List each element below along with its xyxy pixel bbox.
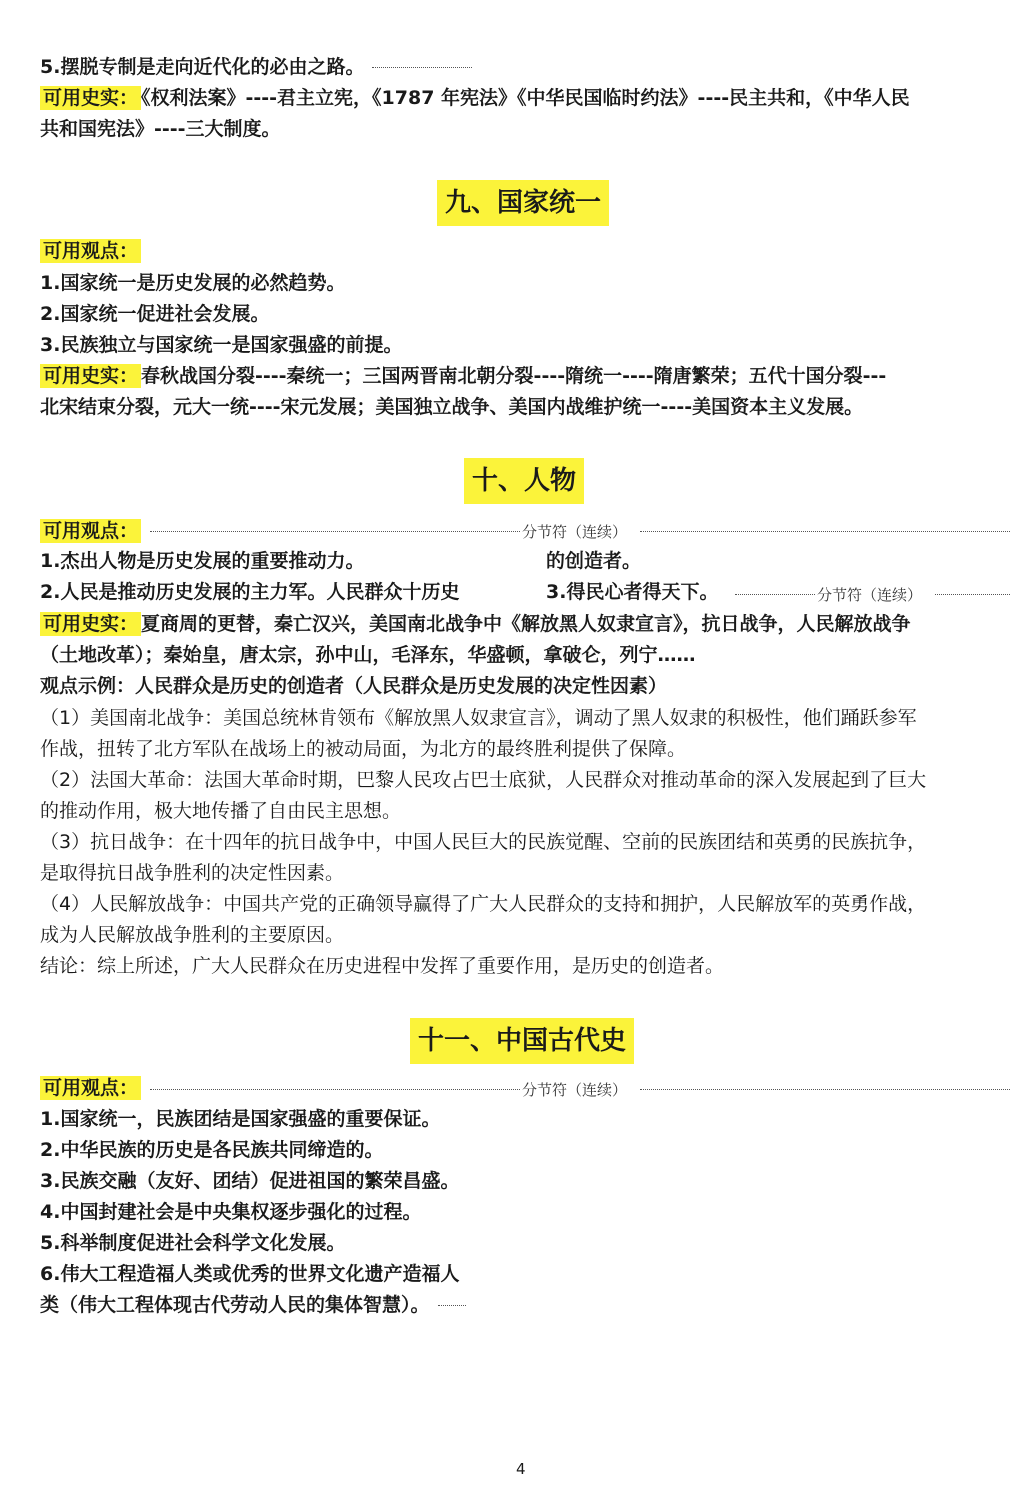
- views-label: 可用观点：: [40, 519, 141, 543]
- section-title-11: 十一、中国古代史: [410, 1018, 634, 1064]
- dotted-leader: [438, 1305, 466, 1306]
- s11-view-6-line-1: 6.伟大工程造福人类或优秀的世界文化遗产造福人: [40, 1263, 460, 1285]
- s10-example-heading: 观点示例：人民群众是历史的创造者（人民群众是历史发展的决定性因素）: [40, 675, 668, 697]
- page-number: 4: [516, 1460, 526, 1478]
- s9-view-2: 2.国家统一促进社会发展。: [40, 303, 270, 325]
- section-break-line: [150, 1089, 520, 1091]
- s10-view-1: 1.杰出人物是历史发展的重要推动力。: [40, 550, 365, 572]
- s10-example-2-line-2: 的推动作用，极大地传播了自由民主思想。: [40, 800, 402, 822]
- s9-views-label-row: [40, 238, 141, 264]
- s11-views-label-row: [40, 1075, 141, 1101]
- s10-facts-text-1: 夏商周的更替，秦亡汉兴，美国南北战争中《解放黑人奴隶宣言》，抗日战争，人民解放战争: [141, 613, 911, 635]
- s10-facts-line-2: （土地改革）；秦始皇，唐太宗，孙中山，毛泽东，华盛顿，拿破仑，列宁……: [40, 644, 696, 666]
- s11-view-6-text-2: 类（伟大工程体现古代劳动人民的集体智慧）。: [40, 1294, 430, 1316]
- section-break-line: [150, 531, 520, 533]
- views-label: 可用观点：: [40, 239, 141, 263]
- s11-view-2: 2.中华民族的历史是各民族共同缔造的。: [40, 1139, 384, 1161]
- s8-point-5: [40, 54, 472, 80]
- section-title-9: 九、国家统一: [437, 180, 609, 226]
- s9-view-1: 1.国家统一是历史发展的必然趋势。: [40, 272, 346, 294]
- s9-facts-line-1: [40, 363, 886, 389]
- s10-conclusion: 结论：综上所述，广大人民群众在历史进程中发挥了重要作用，是历史的创造者。: [40, 955, 725, 977]
- s9-facts-text-1: 春秋战国分裂----秦统一；三国两晋南北朝分裂----隋统一----隋唐繁荣；五代十国分裂---: [141, 365, 887, 387]
- s10-example-4-line-1: （4）人民解放战争：中国共产党的正确领导赢得了广大人民群众的支持和拥护，人民解放军的英勇作战，: [40, 893, 927, 915]
- s10-view-2: 2.人民是推动历史发展的主力军。人民群众十历史: [40, 581, 460, 603]
- views-label: 可用观点：: [40, 1076, 141, 1100]
- section-break-line: [640, 1089, 1010, 1091]
- s9-facts-line-2: 北宋结束分裂，元大一统----宋元发展；美国独立战争、美国内战维护统一----美国资本主义发展。: [40, 396, 864, 418]
- s10-example-1-line-1: （1）美国南北战争：美国总统林肯领布《解放黑人奴隶宣言》，调动了黑人奴隶的积极性，他们踊跃参军: [40, 707, 917, 729]
- section-break-line: [935, 594, 1010, 596]
- s10-example-3-line-1: （3）抗日战争：在十四年的抗日战争中，中国人民巨大的民族觉醒、空前的民族团结和英勇的民族抗争，: [40, 831, 927, 853]
- facts-label: 可用史实：: [40, 612, 141, 636]
- s8-facts-line-1: [40, 85, 910, 111]
- section-break-line: [735, 594, 815, 596]
- s10-example-4-line-2: 成为人民解放战争胜利的主要原因。: [40, 924, 345, 946]
- s8-point-5-text: 5.摆脱专制是走向近代化的必由之路。: [40, 56, 365, 78]
- section-title-10: 十、人物: [464, 458, 584, 504]
- section-break-label: 分节符（连续）: [522, 523, 628, 541]
- s10-facts-line-1: [40, 611, 911, 637]
- s10-views-label-row: [40, 518, 141, 544]
- section-break-line: [640, 531, 1010, 533]
- s11-view-6-line-2: [40, 1292, 466, 1318]
- facts-label: 可用史实：: [40, 364, 141, 388]
- s10-view-3: 3.得民心者得天下。: [546, 581, 719, 603]
- s8-facts-text-1: 《权利法案》----君主立宪，《1787 年宪法》《中华民国临时约法》----民主共和，《中华人民: [141, 87, 910, 109]
- s11-view-3: 3.民族交融（友好、团结）促进祖国的繁荣昌盛。: [40, 1170, 460, 1192]
- s11-view-1: 1.国家统一，民族团结是国家强盛的重要保证。: [40, 1108, 441, 1130]
- s9-view-3: 3.民族独立与国家统一是国家强盛的前提。: [40, 334, 403, 356]
- section-break-label: 分节符（连续）: [522, 1081, 628, 1099]
- s10-example-2-line-1: （2）法国大革命：法国大革命时期，巴黎人民攻占巴士底狱，人民群众对推动革命的深入发展起到了巨大: [40, 769, 927, 791]
- facts-label: 可用史实：: [40, 86, 141, 110]
- s10-view-2-continued: 的创造者。: [546, 550, 642, 572]
- s11-view-5: 5.科举制度促进社会科学文化发展。: [40, 1232, 346, 1254]
- dotted-leader: [372, 67, 472, 68]
- section-break-label: 分节符（连续）: [817, 586, 923, 604]
- s10-example-3-line-2: 是取得抗日战争胜利的决定性因素。: [40, 862, 345, 884]
- s10-example-1-line-2: 作战，扭转了北方军队在战场上的被动局面，为北方的最终胜利提供了保障。: [40, 738, 687, 760]
- s8-facts-line-2: 共和国宪法》----三大制度。: [40, 118, 281, 140]
- s11-view-4: 4.中国封建社会是中央集权逐步强化的过程。: [40, 1201, 422, 1223]
